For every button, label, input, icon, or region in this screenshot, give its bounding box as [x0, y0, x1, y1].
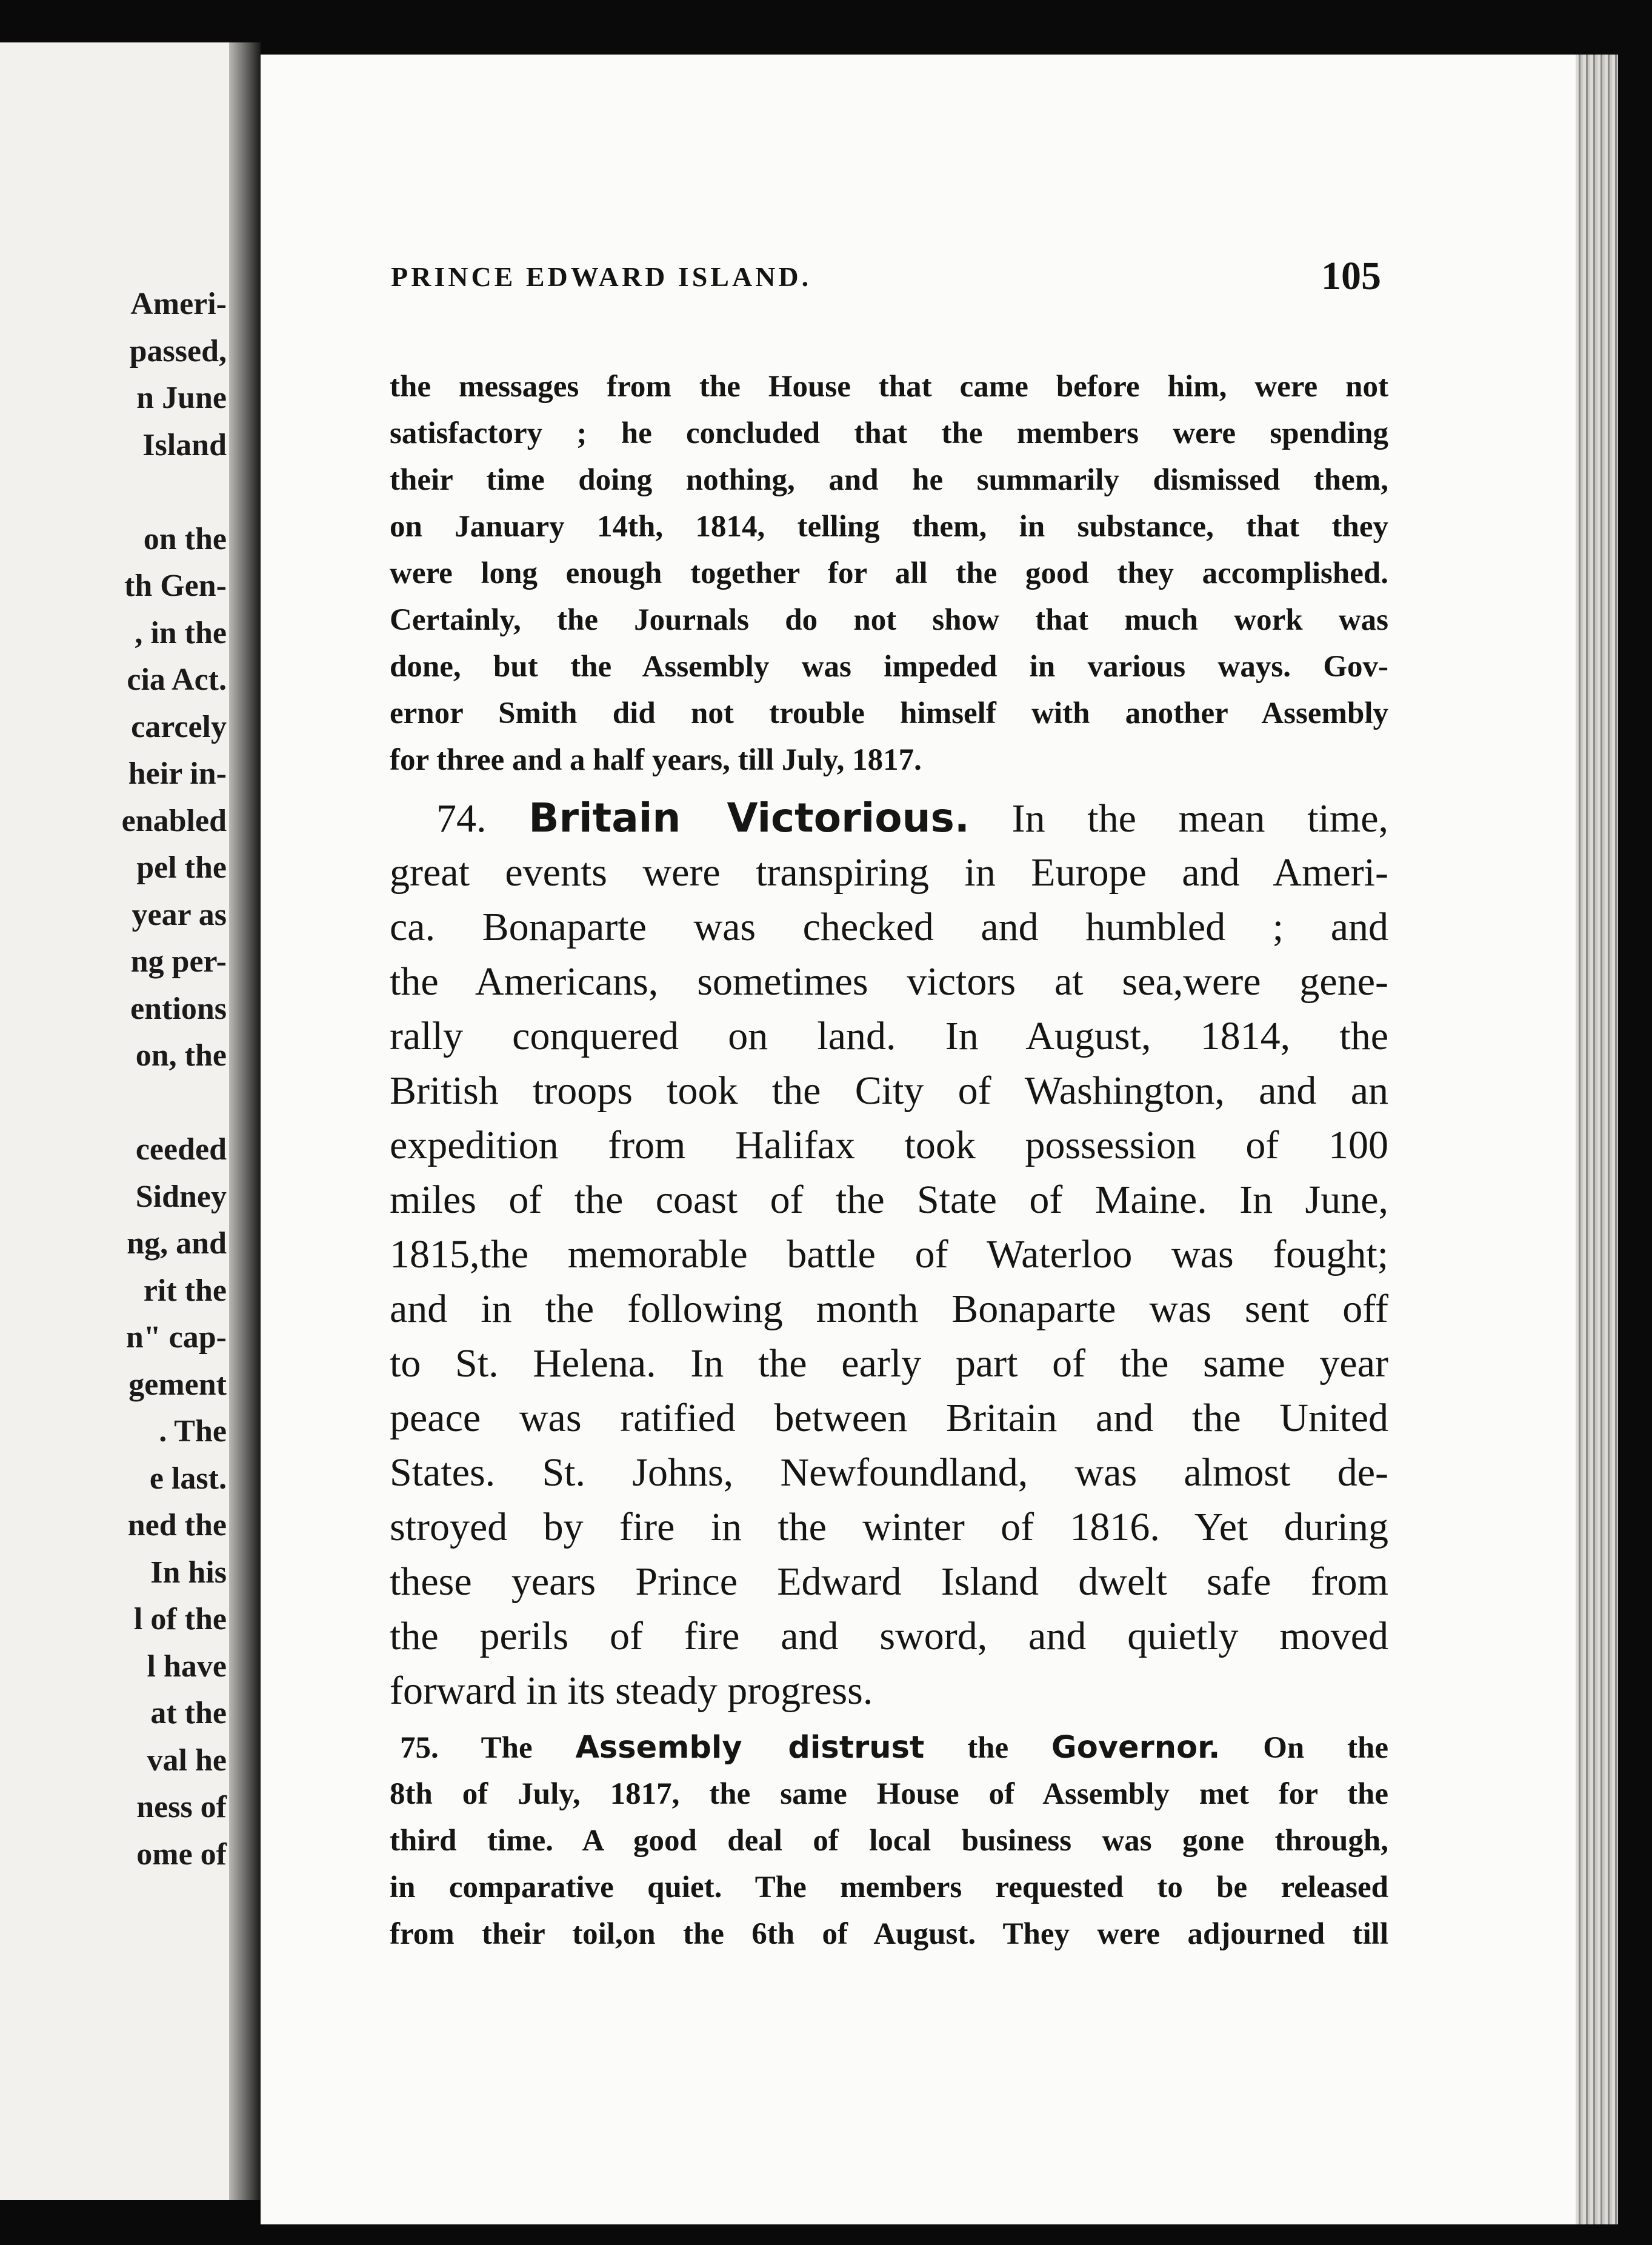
text-line: for three and a half years, till July, 1817. [390, 743, 922, 777]
text-line: were long enough together for all the good they accomplished. [390, 556, 1388, 590]
text-line: these years Prince Edward Island dwelt safe from [390, 1559, 1388, 1604]
text-line: 8th of July, 1817, the same House of Assembly met for the [390, 1777, 1388, 1811]
text-line: from their toil,on the 6th of August. They were adjourned till [390, 1917, 1388, 1951]
left-page-line: l have [147, 1649, 227, 1684]
text-line: ernor Smith did not trouble himself with another Assembly [390, 696, 1388, 730]
left-page-line: gement [128, 1367, 227, 1402]
section-number: 75. [400, 1731, 439, 1765]
text-line: in comparative quiet. The members requested to be released [390, 1870, 1388, 1904]
text-line: ca. Bonaparte was checked and humbled ; and [390, 905, 1388, 949]
left-page-line: ned the [127, 1508, 227, 1543]
text-line: the messages from the House that came before him, were not [390, 370, 1388, 404]
text-line: expedition from Halifax took possession of 100 [390, 1123, 1388, 1167]
section-heading-part-1: Assembly distrust [575, 1730, 925, 1766]
text-line: Certainly, the Journals do not show that much work was [390, 603, 1388, 637]
section-74-first-line [436, 791, 1388, 846]
left-page-line: pel the [136, 850, 227, 885]
left-page-line: ome of [136, 1836, 227, 1872]
left-page-line: l of the [133, 1602, 227, 1636]
left-page-line: year as [132, 897, 227, 932]
left-page-line: heir in- [128, 756, 227, 791]
left-page-line: on the [143, 521, 227, 556]
page-edge [1576, 55, 1618, 2224]
text-line: the Americans, sometimes victors at sea,were gene- [390, 959, 1388, 1004]
left-page-line: ng, and [127, 1226, 227, 1261]
text-line: great events were transpiring in Europe and Ameri- [390, 850, 1388, 895]
left-page-line: In his [150, 1555, 227, 1590]
text-line: stroyed by fire in the winter of 1816. Yet during [390, 1505, 1388, 1549]
left-page-line: at the [150, 1696, 227, 1730]
left-page-line: e last. [149, 1461, 227, 1496]
section-number: 74. [436, 796, 487, 841]
text-span: the [967, 1731, 1009, 1765]
left-page-line: enabled [121, 803, 227, 838]
left-page-line: . The [159, 1414, 227, 1449]
left-page-line: Island [142, 427, 227, 462]
text-line: third time. A good deal of local business was gone through, [390, 1824, 1388, 1858]
left-page-line: ceeded [135, 1132, 227, 1167]
section-heading-part-2: Governor. [1051, 1730, 1221, 1766]
text-line: their time doing nothing, and he summarily dismissed them, [390, 463, 1388, 497]
text-line: satisfactory ; he concluded that the members were spending [390, 416, 1388, 450]
text-line: 1815,the memorable battle of Waterloo was fought; [390, 1232, 1388, 1276]
text-line: rally conquered on land. In August, 1814, the [390, 1014, 1388, 1058]
text-line: British troops took the City of Washington, and an [390, 1069, 1388, 1113]
text-line: peace was ratified between Britain and the United [390, 1396, 1388, 1440]
left-page-line: ng per- [130, 944, 227, 979]
left-page-line: Sidney [135, 1179, 227, 1214]
left-page-line: th Gen- [124, 569, 227, 603]
left-page-line: val he [147, 1743, 227, 1778]
text-line: and in the following month Bonaparte was sent off [390, 1287, 1388, 1331]
text-line: States. St. Johns, Newfoundland, was almost de- [390, 1450, 1388, 1495]
left-page-line: Ameri- [130, 287, 227, 321]
left-page-line: n" cap- [125, 1320, 227, 1355]
book-gutter-shadow [229, 42, 261, 2200]
text-line: the perils of fire and sword, and quietly moved [390, 1614, 1388, 1658]
text-line: forward in its steady progress. [390, 1669, 873, 1713]
left-page-line: n June [136, 381, 227, 415]
text-line: done, but the Assembly was impeded in various ways. Gov- [390, 650, 1388, 684]
left-page-line: rit the [143, 1273, 227, 1308]
text-line: to St. Helena. In the early part of the same year [390, 1341, 1388, 1386]
left-page-line: cia Act. [127, 662, 227, 697]
running-title: PRINCE EDWARD ISLAND. [391, 261, 812, 292]
text-span: In the mean time, [1011, 796, 1389, 841]
left-page-line: ness of [136, 1790, 227, 1824]
section-heading: Britain Victorious. [528, 795, 970, 841]
left-page-line: passed, [129, 333, 227, 369]
text-span: The [481, 1731, 533, 1765]
left-page-line: carcely [131, 709, 227, 744]
left-page-line: on, the [135, 1038, 227, 1073]
page-number: 105 [1321, 254, 1381, 298]
left-facing-page [0, 42, 229, 2200]
left-page-line: , in the [135, 615, 227, 650]
text-span: On the [1263, 1731, 1388, 1765]
section-75-first-line [400, 1724, 1388, 1771]
text-line: on January 14th, 1814, telling them, in substance, that they [390, 510, 1388, 544]
text-line: miles of the coast of the State of Maine. In June, [390, 1178, 1388, 1222]
left-page-line: entions [130, 991, 227, 1026]
